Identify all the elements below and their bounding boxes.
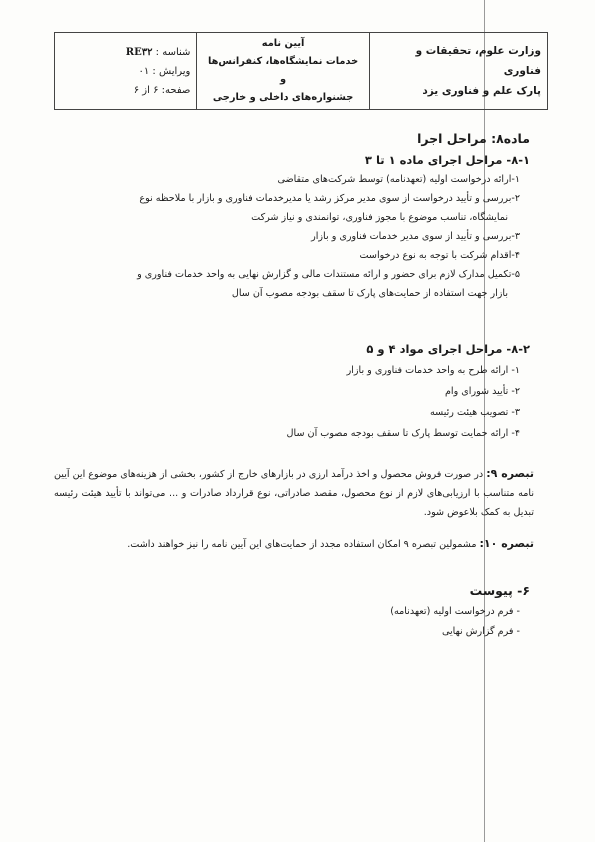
note-10-text: مشمولین تبصره ۹ امکان استفاده مجدد از حمایت‌های این آیین نامه را نیز خواهند داشت.: [127, 539, 477, 550]
list-item: ۵-تکمیل مدارک لازم برای حضور و ارائه مستندات مالی و گزارش نهایی به واحد خدمات فناوری و: [137, 269, 520, 280]
list-item: ۲- تأیید شورای وام: [444, 386, 520, 397]
id-value: RE۳۲: [125, 46, 153, 58]
note-9-paragraph: [54, 464, 534, 522]
article-8-title: ماده۸: مراحل اجرا: [417, 131, 530, 146]
document-id: [61, 43, 190, 62]
section-8-1-list: [60, 170, 530, 303]
id-label: شناسه :: [155, 46, 191, 58]
list-item: - فرم گزارش نهایی: [442, 626, 520, 637]
org-ministry: وزارت علوم، تحقیقات و فناوری: [415, 45, 541, 77]
org-park: پارک علم و فناوری یزد: [422, 85, 541, 97]
section-8-2-title: ۸-۲- مراحل اجرای مواد ۴ و ۵: [366, 342, 530, 356]
note-10-paragraph: [54, 534, 534, 554]
list-item: ۲-بررسی و تأیید درخواست از سوی مدیر مرکز رشد یا مدیرخدمات فناوری و بازار با ملاحظه نوع: [139, 193, 520, 204]
list-item: ۴- ارائه حمایت توسط پارک تا سقف بودجه مصوب آن سال: [286, 428, 520, 439]
article-8: [60, 128, 530, 303]
list-item: ۴-اقدام شرکت با توجه به نوع درخواست: [359, 250, 520, 261]
list-item: ۱-ارائه درخواست اولیه (تعهدنامه) توسط شرکت‌های متقاضی: [277, 174, 520, 185]
section-8-2-list: [60, 360, 530, 444]
title-line-3: جشنواره‌های داخلی و خارجی: [212, 92, 354, 103]
title-line-1: آیین نامه: [261, 38, 305, 49]
list-item: ۳-بررسی و تأیید از سوی مدیر خدمات فناوری و بازار: [311, 231, 520, 242]
note-10: [54, 534, 534, 554]
appendix: [60, 580, 530, 642]
note-9-label: تبصره ۹:: [486, 467, 534, 480]
revision: ویرایش : ۰۱: [138, 65, 191, 77]
section-8-1-title: ۸-۱- مراحل اجرای ماده ۱ تا ۳: [364, 153, 530, 167]
list-item: نمایشگاه، تناسب موضوع با مجوز فناوری، توانمندی و نیاز شرکت: [251, 212, 508, 223]
header-title: [197, 33, 369, 110]
list-item: ۱- ارائه طرح به واحد خدمات فناوری و بازار: [346, 365, 520, 376]
title-line-2: خدمات نمایشگاه‌ها، کنفرانس‌ها و: [207, 56, 359, 85]
note-10-label: تبصره ۱۰:: [479, 537, 534, 550]
page-number: صفحه: ۶ از ۶: [133, 84, 191, 96]
appendix-title: ۶- پیوست: [469, 583, 530, 598]
note-9: [54, 464, 534, 522]
section-8-2: [60, 338, 530, 444]
list-item: ۳- تصویب هیئت رئیسه: [430, 407, 520, 418]
header-organization: [369, 33, 547, 110]
list-item: بازار جهت استفاده از حمایت‌های پارک تا سقف بودجه مصوب آن سال: [231, 288, 508, 299]
note-9-text: در صورت فروش محصول و اخذ درآمد ارزی در بازارهای خارج از کشور، بخشی از هزینه‌های موضوع این آیین نامه متناسب با ارزیابی‌های لازم از نوع محصول، مقصد صادراتی، نوع قرارداد صادرات و ... می‌تواند با تأیید هیئت رئیسه تبدیل به کمک بلاعوض شود.: [54, 469, 534, 518]
document-header: [54, 32, 548, 110]
header-meta: [55, 33, 197, 110]
list-item: - فرم درخواست اولیه (تعهدنامه): [390, 606, 520, 617]
